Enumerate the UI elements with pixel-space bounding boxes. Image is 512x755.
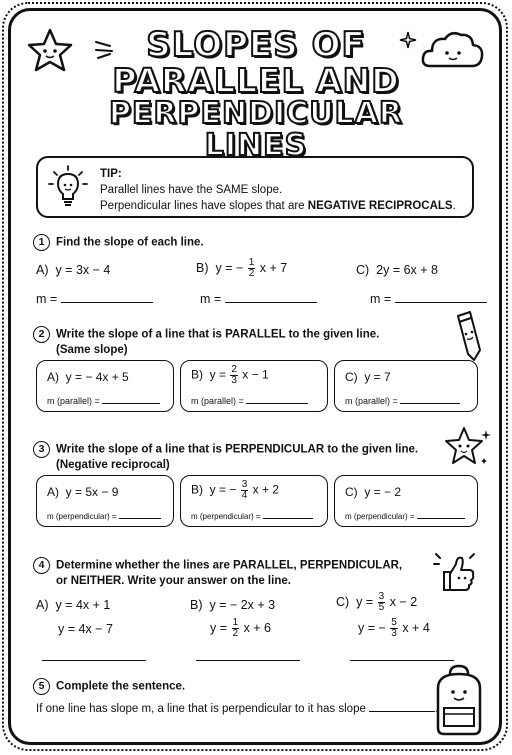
q1-item-a: A) y = 3x − 4: [36, 263, 111, 277]
q1-item-c: C) 2y = 6x + 8: [356, 263, 439, 277]
q2-card-c: [334, 360, 478, 412]
q3-card-c-equation: C) y = − 2: [345, 485, 402, 499]
q3-card-b-equation: B) y = − $\frac{3}{4}$ x + 2: [191, 479, 279, 501]
q4-b-eq1: B) y = − 2x + 3: [190, 598, 276, 612]
q3-card-c: [334, 475, 478, 527]
q2-card-a-answer[interactable]: m (parallel) =: [47, 395, 160, 406]
q2-card-a-equation: A) y = − 4x + 5: [47, 370, 129, 384]
q2-number: 2: [33, 326, 50, 343]
q1-answer-c[interactable]: m =: [370, 292, 487, 306]
tip-heading: TIP:: [100, 168, 122, 180]
q4-a-eq1: A) y = 4x + 1: [36, 598, 111, 612]
q3-card-a-equation: A) y = 5x − 9: [47, 485, 119, 499]
q4-a-answer-line[interactable]: [42, 659, 146, 661]
title-line-1: SLOPES OF: [146, 25, 366, 65]
q2-card-c-equation: C) y = 7: [345, 370, 391, 384]
q2-card-b-answer[interactable]: m (parallel) =: [191, 395, 308, 406]
q5-title: 5 Complete the sentence.: [33, 678, 185, 695]
tip-text: [100, 166, 456, 214]
q4-b-answer-line[interactable]: [196, 659, 300, 661]
q4-c-eq2: y = − $\frac{5}{3}$ x + 4: [358, 617, 430, 639]
q2-card-a: [36, 360, 174, 412]
q3-card-a-answer[interactable]: m (perpendicular) =: [47, 510, 161, 521]
q4-c-eq1: C) y = $\frac{3}{5}$ x − 2: [336, 591, 418, 613]
q3-card-a: [36, 475, 174, 527]
q4-subtitle: or NEITHER. Write your answer on the line.: [56, 575, 291, 587]
q3-number: 3: [33, 441, 50, 458]
tip-line-1: Parallel lines have the SAME slope.: [100, 184, 283, 196]
q1-answer-b[interactable]: m =: [200, 292, 317, 306]
q1-item-b: B) y = − $\frac{1}{2}$ x + 7: [196, 257, 288, 279]
q5-number: 5: [33, 678, 50, 695]
star-face-icon: [440, 424, 492, 472]
backpack-icon: [428, 664, 490, 738]
q4-title: 4 Determine whether the lines are PARALLEL, PERPENDICULAR, or NEITHER. Write your answer on the line.: [33, 557, 402, 588]
q1-number: 1: [33, 234, 50, 251]
q2-title: 2 Write the slope of a line that is PARALLEL to the given line. (Same slope): [33, 326, 379, 357]
q4-number: 4: [33, 557, 50, 574]
q3-card-c-answer[interactable]: m (perpendicular) =: [345, 510, 465, 521]
q2-card-b: [180, 360, 328, 412]
worksheet-title: [62, 25, 450, 163]
q4-b-eq2: y = $\frac{1}{2}$ x + 6: [210, 617, 272, 639]
q5-sentence[interactable]: If one line has slope m, a line that is perpendicular to it has slope .: [36, 703, 439, 715]
q1-title: 1 Find the slope of each line.: [33, 234, 204, 251]
q3-card-b: [180, 475, 328, 527]
tip-line-2: Perpendicular lines have slopes that are NEGATIVE RECIPROCALS.: [100, 200, 456, 212]
lightbulb-icon: [46, 164, 90, 212]
title-line-3: PERPENDICULAR LINES: [108, 96, 404, 163]
q3-subtitle: (Negative reciprocal): [56, 459, 170, 471]
pencil-icon: [450, 310, 484, 362]
title-line-2: PARALLEL AND: [112, 60, 400, 100]
q2-subtitle: (Same slope): [56, 344, 128, 356]
q2-card-c-answer[interactable]: m (parallel) =: [345, 395, 460, 406]
q4-a-eq2: y = 4x − 7: [58, 622, 113, 636]
thumbs-up-icon: [430, 548, 482, 596]
q3-title: 3 Write the slope of a line that is PERPENDICULAR to the given line. (Negative reciprocal): [33, 441, 418, 472]
q4-c-answer-line[interactable]: [350, 659, 454, 661]
q1-answer-a[interactable]: m =: [36, 292, 153, 306]
tip-box: [36, 156, 474, 218]
q3-card-b-answer[interactable]: m (perpendicular) =: [191, 510, 313, 521]
q2-card-b-equation: B) y = $\frac{2}{3}$ x − 1: [191, 364, 269, 386]
